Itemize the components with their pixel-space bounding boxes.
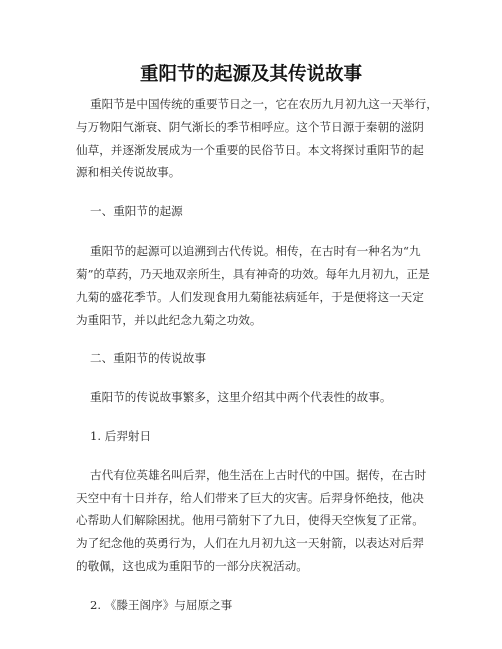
intro-line: 仙草，并逐渐发展成为一个重要的民俗节日。本文将探讨重阳节的起 — [76, 143, 424, 157]
origin-line: 重阳节的起源可以追溯到古代传说。相传，在古时有一种名为“九 — [90, 244, 421, 258]
section-heading-legends: 二、重阳节的传说故事 — [90, 351, 206, 365]
intro-line: 重阳节是中国传统的重要节日之一，它在农历九月初九这一天举行， — [90, 97, 438, 111]
story-heading-houyi: 1. 后羿射日 — [90, 429, 152, 443]
intro-line: 源和相关传说故事。 — [76, 165, 181, 179]
houyi-line: 为了纪念他的英勇行为，人们在九月初九这一天射箭，以表达对后羿 — [76, 536, 424, 550]
section-heading-origin: 一、重阳节的起源 — [90, 204, 183, 218]
page-title: 重阳节的起源及其传说故事 — [139, 64, 362, 85]
origin-line: 九菊的盛花季节。人们发现食用九菊能祛病延年，于是便将这一天定 — [76, 290, 424, 304]
intro-line: 与万物阳气渐衰、阴气渐长的季节相呼应。这个节日源于秦朝的滋阴 — [76, 120, 424, 134]
origin-line: 为重阳节，并以此纪念九菊之功效。 — [76, 313, 262, 327]
legends-intro-line: 重阳节的传说故事繁多，这里介绍其中两个代表性的故事。 — [90, 390, 392, 404]
houyi-line: 的敬佩，这也成为重阳节的一部分庆祝活动。 — [76, 559, 308, 573]
origin-line: 菊”的草药，乃天地双亲所生，具有神奇的功效。每年九月初九，正是 — [76, 267, 430, 281]
houyi-line: 心帮助人们解除困扰。他用弓箭射下了九日，使得天空恢复了正常。 — [76, 513, 424, 527]
houyi-line: 古代有位英雄名叫后羿，他生活在上古时代的中国。据传，在古时 — [90, 468, 427, 482]
story-heading-tengwangge: 2. 《滕王阁序》与屈原之事 — [90, 598, 233, 612]
houyi-line: 天空中有十日并存，给人们带来了巨大的灾害。后羿身怀绝技，他决 — [76, 491, 424, 505]
